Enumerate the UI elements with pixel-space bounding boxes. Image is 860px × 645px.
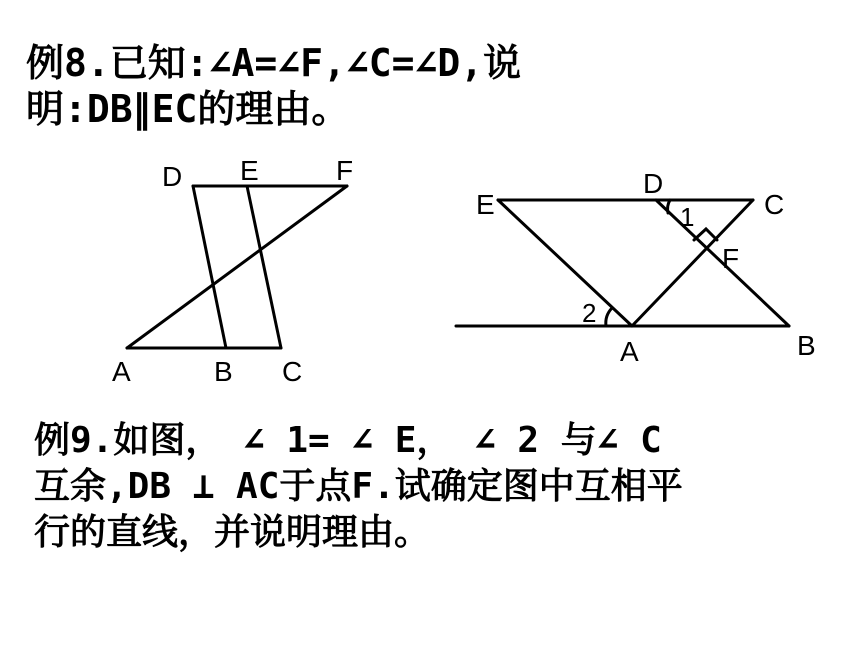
- label-A: A: [620, 336, 639, 367]
- example-9-line-3: 行的直线，并说明理由。: [34, 512, 431, 553]
- example-8-line-1: 例8.已知:∠A=∠F,∠C=∠D,说: [26, 41, 522, 85]
- figure-2: [456, 168, 816, 367]
- label-B: B: [214, 356, 233, 387]
- label-D: D: [643, 168, 664, 199]
- label-angle-1: 1: [680, 202, 695, 232]
- label-A: A: [112, 356, 131, 387]
- segment-DB: [193, 186, 226, 348]
- label-E: E: [240, 155, 259, 186]
- example-9-line-1: 例9.如图， ∠ 1= ∠ E， ∠ 2 与∠ C: [34, 420, 662, 461]
- segment-AF: [127, 186, 347, 348]
- label-F: F: [722, 243, 740, 274]
- right-angle-mark: [694, 229, 717, 240]
- label-angle-2: 2: [582, 298, 597, 328]
- label-C: C: [764, 189, 785, 220]
- angle-2-arc: [606, 308, 612, 326]
- label-F: F: [336, 155, 354, 186]
- figure-1: [112, 155, 353, 387]
- example-8-line-2: 明:DB∥EC的理由。: [26, 87, 350, 131]
- label-D: D: [162, 161, 183, 192]
- label-C: C: [282, 356, 303, 387]
- label-E: E: [476, 189, 495, 220]
- segment-EC: [247, 186, 281, 348]
- example-9-text: [34, 418, 683, 556]
- example-9-line-2: 互余,DB ⊥ AC于点F.试确定图中互相平: [34, 466, 683, 507]
- label-B: B: [797, 330, 816, 361]
